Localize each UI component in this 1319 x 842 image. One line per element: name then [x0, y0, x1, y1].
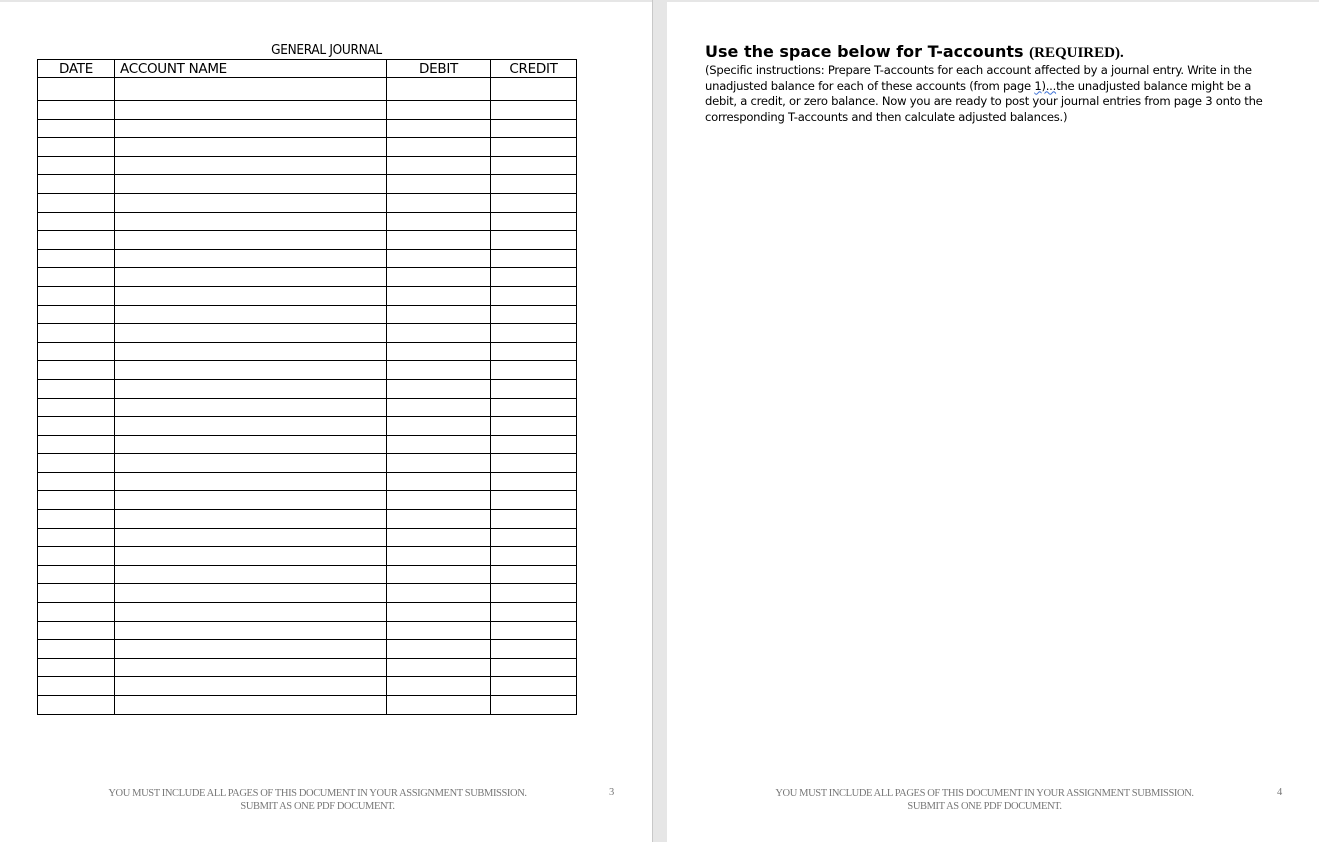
cell-account-name[interactable]	[115, 342, 387, 361]
cell-date[interactable]	[38, 268, 115, 287]
cell-debit[interactable]	[387, 658, 491, 677]
cell-account-name[interactable]	[115, 398, 387, 417]
journal-row	[38, 231, 577, 250]
cell-account-name[interactable]	[115, 454, 387, 473]
journal-row	[38, 435, 577, 454]
cell-account-name[interactable]	[115, 640, 387, 659]
cell-date[interactable]	[38, 658, 115, 677]
cell-credit[interactable]	[491, 101, 577, 120]
journal-title: GENERAL JOURNAL	[271, 42, 382, 58]
cell-account-name[interactable]	[115, 379, 387, 398]
cell-date[interactable]	[38, 119, 115, 138]
cell-credit[interactable]	[491, 398, 577, 417]
cell-debit[interactable]	[387, 268, 491, 287]
cell-account-name[interactable]	[115, 658, 387, 677]
cell-account-name[interactable]	[115, 696, 387, 715]
cell-date[interactable]	[38, 677, 115, 696]
cell-debit[interactable]	[387, 640, 491, 659]
journal-row	[38, 491, 577, 510]
cell-credit[interactable]	[491, 547, 577, 566]
instructions	[705, 63, 1285, 125]
cell-debit[interactable]	[387, 101, 491, 120]
cell-credit[interactable]	[491, 268, 577, 287]
cell-account-name[interactable]	[115, 212, 387, 231]
journal-row	[38, 249, 577, 268]
cell-credit[interactable]	[491, 249, 577, 268]
cell-debit[interactable]	[387, 435, 491, 454]
footer-line-2: SUBMIT AS ONE PDF DOCUMENT.	[240, 801, 395, 812]
cell-debit[interactable]	[387, 510, 491, 529]
page-footer	[60, 787, 575, 813]
journal-row	[38, 101, 577, 120]
cell-account-name[interactable]	[115, 603, 387, 622]
cell-credit[interactable]	[491, 584, 577, 603]
cell-credit[interactable]	[491, 472, 577, 491]
cell-credit[interactable]	[491, 361, 577, 380]
page-divider	[652, 0, 653, 842]
cell-credit[interactable]	[491, 696, 577, 715]
cell-date[interactable]	[38, 361, 115, 380]
cell-date[interactable]	[38, 472, 115, 491]
journal-row	[38, 361, 577, 380]
journal-row	[38, 342, 577, 361]
cell-debit[interactable]	[387, 621, 491, 640]
cell-debit[interactable]	[387, 138, 491, 157]
cell-debit[interactable]	[387, 677, 491, 696]
cell-account-name[interactable]	[115, 324, 387, 343]
cell-account-name[interactable]	[115, 175, 387, 194]
cell-date[interactable]	[38, 231, 115, 250]
cell-date[interactable]	[38, 324, 115, 343]
cell-date[interactable]	[38, 286, 115, 305]
cell-credit[interactable]	[491, 565, 577, 584]
cell-account-name[interactable]	[115, 268, 387, 287]
page-footer	[727, 787, 1242, 813]
page-3	[0, 2, 652, 842]
cell-date[interactable]	[38, 78, 115, 101]
journal-row	[38, 324, 577, 343]
journal-row	[38, 398, 577, 417]
journal-row	[38, 454, 577, 473]
cell-date[interactable]	[38, 156, 115, 175]
cell-date[interactable]	[38, 175, 115, 194]
cell-date[interactable]	[38, 417, 115, 436]
col-date: DATE	[38, 60, 115, 78]
cell-account-name[interactable]	[115, 677, 387, 696]
cell-debit[interactable]	[387, 249, 491, 268]
cell-account-name[interactable]	[115, 435, 387, 454]
journal-row	[38, 584, 577, 603]
cell-date[interactable]	[38, 379, 115, 398]
cell-account-name[interactable]	[115, 584, 387, 603]
cell-credit[interactable]	[491, 175, 577, 194]
cell-credit[interactable]	[491, 640, 577, 659]
cell-debit[interactable]	[387, 454, 491, 473]
heading-required: (REQUIRED).	[1029, 45, 1124, 61]
cell-credit[interactable]	[491, 528, 577, 547]
cell-debit[interactable]	[387, 231, 491, 250]
col-account-name: ACCOUNT NAME	[115, 60, 387, 78]
cell-debit[interactable]	[387, 286, 491, 305]
cell-account-name[interactable]	[115, 78, 387, 101]
cell-debit[interactable]	[387, 212, 491, 231]
cell-date[interactable]	[38, 342, 115, 361]
journal-row	[38, 305, 577, 324]
journal-row	[38, 379, 577, 398]
cell-credit[interactable]	[491, 658, 577, 677]
cell-credit[interactable]	[491, 119, 577, 138]
journal-row	[38, 268, 577, 287]
journal-row	[38, 510, 577, 529]
cell-account-name[interactable]	[115, 565, 387, 584]
cell-credit[interactable]	[491, 454, 577, 473]
journal-row	[38, 286, 577, 305]
cell-date[interactable]	[38, 212, 115, 231]
journal-row	[38, 603, 577, 622]
cell-debit[interactable]	[387, 156, 491, 175]
cell-credit[interactable]	[491, 193, 577, 212]
journal-row	[38, 677, 577, 696]
cell-account-name[interactable]	[115, 249, 387, 268]
cell-credit[interactable]	[491, 603, 577, 622]
cell-date[interactable]	[38, 584, 115, 603]
cell-debit[interactable]	[387, 342, 491, 361]
journal-row	[38, 175, 577, 194]
cell-date[interactable]	[38, 621, 115, 640]
cell-account-name[interactable]	[115, 472, 387, 491]
cell-date[interactable]	[38, 193, 115, 212]
cell-credit[interactable]	[491, 417, 577, 436]
cell-credit[interactable]	[491, 286, 577, 305]
journal-row	[38, 78, 577, 101]
journal-row	[38, 212, 577, 231]
cell-date[interactable]	[38, 510, 115, 529]
cell-credit[interactable]	[491, 324, 577, 343]
cell-account-name[interactable]	[115, 231, 387, 250]
cell-account-name[interactable]	[115, 528, 387, 547]
col-credit: CREDIT	[491, 60, 577, 78]
cell-account-name[interactable]	[115, 491, 387, 510]
cell-date[interactable]	[38, 565, 115, 584]
journal-row	[38, 472, 577, 491]
cell-credit[interactable]	[491, 212, 577, 231]
cell-debit[interactable]	[387, 379, 491, 398]
table-header-row	[38, 60, 577, 78]
cell-credit[interactable]	[491, 231, 577, 250]
cell-account-name[interactable]	[115, 361, 387, 380]
cell-credit[interactable]	[491, 342, 577, 361]
cell-account-name[interactable]	[115, 510, 387, 529]
cell-credit[interactable]	[491, 138, 577, 157]
cell-debit[interactable]	[387, 417, 491, 436]
spellcheck-flagged-text[interactable]: 1)...	[1034, 78, 1057, 93]
cell-debit[interactable]	[387, 305, 491, 324]
journal-row	[38, 696, 577, 715]
footer-line-1: YOU MUST INCLUDE ALL PAGES OF THIS DOCUMENT IN YOUR ASSIGNMENT SUBMISSION.	[775, 788, 1194, 799]
general-journal-table	[37, 59, 577, 715]
instr-text-2: the unadjusted balance might be a debit, a credit, or zero balance. Now you are ready to post your journal entries from page 3 onto the corresponding T-accounts and then calculate adjusted balances.)	[705, 78, 1263, 124]
cell-credit[interactable]	[491, 379, 577, 398]
cell-debit[interactable]	[387, 491, 491, 510]
journal-row	[38, 138, 577, 157]
cell-debit[interactable]	[387, 565, 491, 584]
cell-debit[interactable]	[387, 603, 491, 622]
page-4	[667, 2, 1319, 842]
cell-credit[interactable]	[491, 677, 577, 696]
cell-debit[interactable]	[387, 584, 491, 603]
journal-row	[38, 417, 577, 436]
cell-date[interactable]	[38, 398, 115, 417]
cell-account-name[interactable]	[115, 156, 387, 175]
cell-credit[interactable]	[491, 621, 577, 640]
t-accounts-heading	[705, 42, 1124, 62]
cell-account-name[interactable]	[115, 621, 387, 640]
journal-row	[38, 640, 577, 659]
journal-row	[38, 528, 577, 547]
cell-date[interactable]	[38, 101, 115, 120]
cell-account-name[interactable]	[115, 547, 387, 566]
footer-line-2: SUBMIT AS ONE PDF DOCUMENT.	[907, 801, 1062, 812]
cell-debit[interactable]	[387, 398, 491, 417]
cell-account-name[interactable]	[115, 119, 387, 138]
footer-line-1: YOU MUST INCLUDE ALL PAGES OF THIS DOCUMENT IN YOUR ASSIGNMENT SUBMISSION.	[108, 788, 527, 799]
page-number: 4	[1277, 787, 1283, 798]
cell-debit[interactable]	[387, 324, 491, 343]
journal-row	[38, 658, 577, 677]
cell-debit[interactable]	[387, 175, 491, 194]
cell-date[interactable]	[38, 528, 115, 547]
cell-credit[interactable]	[491, 435, 577, 454]
cell-account-name[interactable]	[115, 101, 387, 120]
cell-debit[interactable]	[387, 547, 491, 566]
journal-row	[38, 193, 577, 212]
cell-date[interactable]	[38, 305, 115, 324]
heading-text: Use the space below for T-accounts	[705, 42, 1024, 61]
cell-debit[interactable]	[387, 78, 491, 101]
cell-credit[interactable]	[491, 491, 577, 510]
cell-credit[interactable]	[491, 78, 577, 101]
journal-row	[38, 547, 577, 566]
cell-date[interactable]	[38, 696, 115, 715]
cell-date[interactable]	[38, 454, 115, 473]
col-debit: DEBIT	[387, 60, 491, 78]
cell-debit[interactable]	[387, 472, 491, 491]
cell-account-name[interactable]	[115, 138, 387, 157]
cell-date[interactable]	[38, 249, 115, 268]
cell-debit[interactable]	[387, 119, 491, 138]
cell-debit[interactable]	[387, 696, 491, 715]
journal-row	[38, 156, 577, 175]
journal-row	[38, 621, 577, 640]
cell-debit[interactable]	[387, 361, 491, 380]
cell-account-name[interactable]	[115, 193, 387, 212]
journal-row	[38, 119, 577, 138]
cell-credit[interactable]	[491, 305, 577, 324]
instr-text-1: (Specific instructions: Prepare T-accounts for each account affected by a journal entry. Write in the unadjusted balance for each of these accounts (from page	[705, 63, 1252, 93]
cell-date[interactable]	[38, 491, 115, 510]
cell-date[interactable]	[38, 138, 115, 157]
cell-debit[interactable]	[387, 193, 491, 212]
cell-account-name[interactable]	[115, 286, 387, 305]
journal-row	[38, 565, 577, 584]
cell-date[interactable]	[38, 640, 115, 659]
cell-date[interactable]	[38, 435, 115, 454]
page-number: 3	[609, 787, 615, 798]
cell-credit[interactable]	[491, 156, 577, 175]
cell-credit[interactable]	[491, 510, 577, 529]
cell-date[interactable]	[38, 603, 115, 622]
cell-account-name[interactable]	[115, 305, 387, 324]
cell-date[interactable]	[38, 547, 115, 566]
cell-debit[interactable]	[387, 528, 491, 547]
cell-account-name[interactable]	[115, 417, 387, 436]
